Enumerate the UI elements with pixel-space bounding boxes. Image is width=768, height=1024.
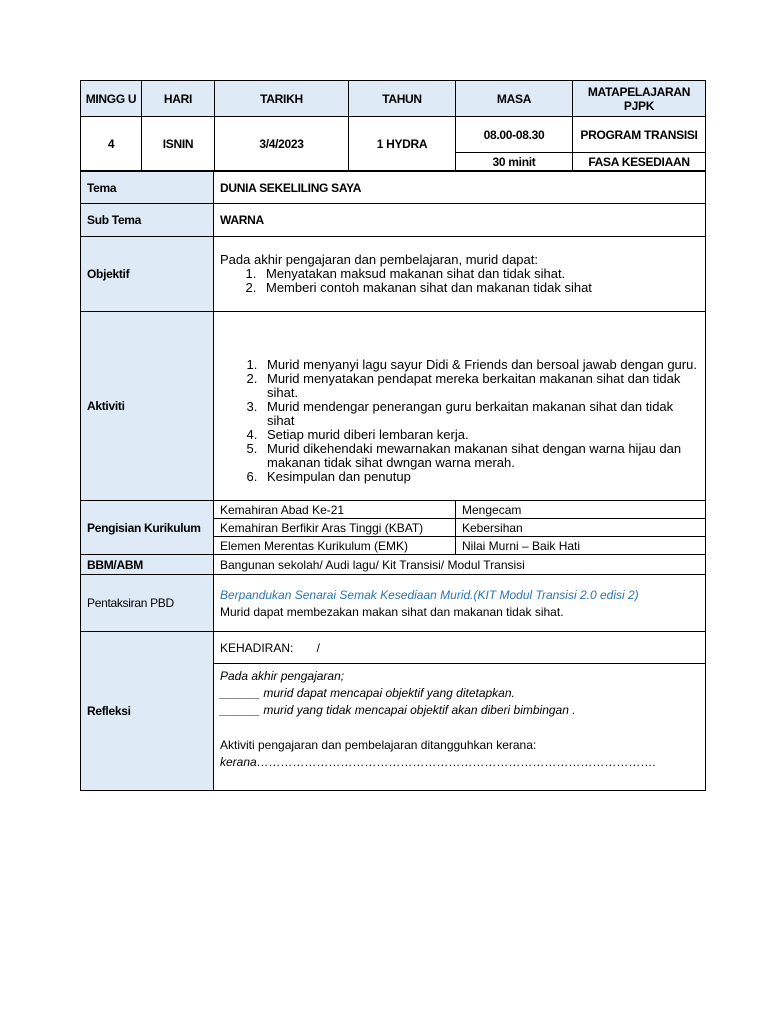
pengisian-key: Elemen Merentas Kurikulum (EMK): [214, 537, 456, 555]
header-hari: HARI: [142, 81, 215, 117]
header-matapelajaran: MATAPELAJARAN PJPK: [573, 81, 706, 117]
refleksi-line: Aktiviti pengajaran dan pembelajaran ditangguhkan kerana:: [220, 738, 537, 752]
fasa-value: FASA KESEDIAAN: [573, 153, 706, 171]
hari-value: ISNIN: [142, 117, 215, 171]
subtema-label: Sub Tema: [81, 204, 214, 237]
aktiviti-item: 6. Kesimpulan dan penutup: [261, 470, 697, 484]
masa-value: 08.00-08.30: [456, 117, 573, 153]
aktiviti-label: Aktiviti: [81, 312, 214, 501]
refleksi-line: Pada akhir pengajaran;: [220, 669, 345, 683]
pentaksiran-outcome: Murid dapat membezakan makan sihat dan makanan tidak sihat.: [220, 604, 564, 619]
aktiviti-content: [214, 312, 706, 501]
pengisian-value: Nilai Murni – Baik Hati: [456, 537, 706, 555]
pentaksiran-label: Pentaksiran PBD: [81, 575, 214, 632]
aktiviti-item: 5. Murid dikehendaki mewarnakan makanan sihat dengan warna hijau dan makanan tidak sihat dwngan warna merah.: [261, 442, 697, 470]
minggu-value: 4: [81, 117, 142, 171]
pentaksiran-guide: Berpandukan Senarai Semak Kesediaan Murid.(KIT Modul Transisi 2.0 edisi 2): [220, 587, 639, 602]
objektif-item: 2. Memberi contoh makanan sihat dan makanan tidak sihat: [260, 281, 705, 295]
header-tarikh: TARIKH: [215, 81, 349, 117]
refleksi-content: [214, 664, 706, 791]
refleksi-label: Refleksi: [81, 632, 214, 791]
tema-value: DUNIA SEKELILING SAYA: [214, 172, 706, 204]
bbm-label: BBM/ABM: [81, 555, 214, 575]
pentaksiran-content: [214, 575, 706, 632]
aktiviti-item: 1. Murid menyanyi lagu sayur Didi & Friends dan bersoal jawab dengan guru.: [261, 358, 697, 372]
durasi-value: 30 minit: [456, 153, 573, 171]
refleksi-line: ______ murid dapat mencapai objektif yang ditetapkan.: [220, 686, 515, 700]
refleksi-line: ______ murid yang tidak mencapai objektif akan diberi bimbingan .: [220, 703, 576, 717]
subtema-value: WARNA: [214, 204, 706, 237]
tahun-value: 1 HYDRA: [349, 117, 456, 171]
aktiviti-item: 2. Murid menyatakan pendapat mereka berkaitan makanan sihat dan tidak sihat.: [261, 372, 697, 400]
tema-label: Tema: [81, 172, 214, 204]
objektif-item: 1. Menyatakan maksud makanan sihat dan tidak sihat.: [260, 267, 705, 281]
header-table: [80, 80, 706, 171]
pengisian-value: Mengecam: [456, 501, 706, 519]
kehadiran: KEHADIRAN: /: [214, 632, 706, 664]
pengisian-key: Kemahiran Berfikir Aras Tinggi (KBAT): [214, 519, 456, 537]
header-masa: MASA: [456, 81, 573, 117]
refleksi-line: kerana……………………………………………………………………………………….: [220, 755, 657, 769]
objektif-content: [214, 237, 706, 312]
aktiviti-item: 4. Setiap murid diberi lembaran kerja.: [261, 428, 697, 442]
pengisian-value: Kebersihan: [456, 519, 706, 537]
objektif-label: Objektif: [81, 237, 214, 312]
pengisian-key: Kemahiran Abad Ke-21: [214, 501, 456, 519]
header-tahun: TAHUN: [349, 81, 456, 117]
header-minggu: MINGG U: [81, 81, 142, 117]
objektif-intro: Pada akhir pengajaran dan pembelajaran, murid dapat:: [220, 252, 538, 267]
bbm-value: Bangunan sekolah/ Audi lagu/ Kit Transisi/ Modul Transisi: [214, 555, 706, 575]
pengisian-label: Pengisian Kurikulum: [81, 501, 214, 555]
program-value: PROGRAM TRANSISI: [573, 117, 706, 153]
lesson-plan-table: [80, 171, 706, 791]
aktiviti-item: 3. Murid mendengar penerangan guru berkaitan makanan sihat dan tidak sihat: [261, 400, 697, 428]
tarikh-value: 3/4/2023: [215, 117, 349, 171]
